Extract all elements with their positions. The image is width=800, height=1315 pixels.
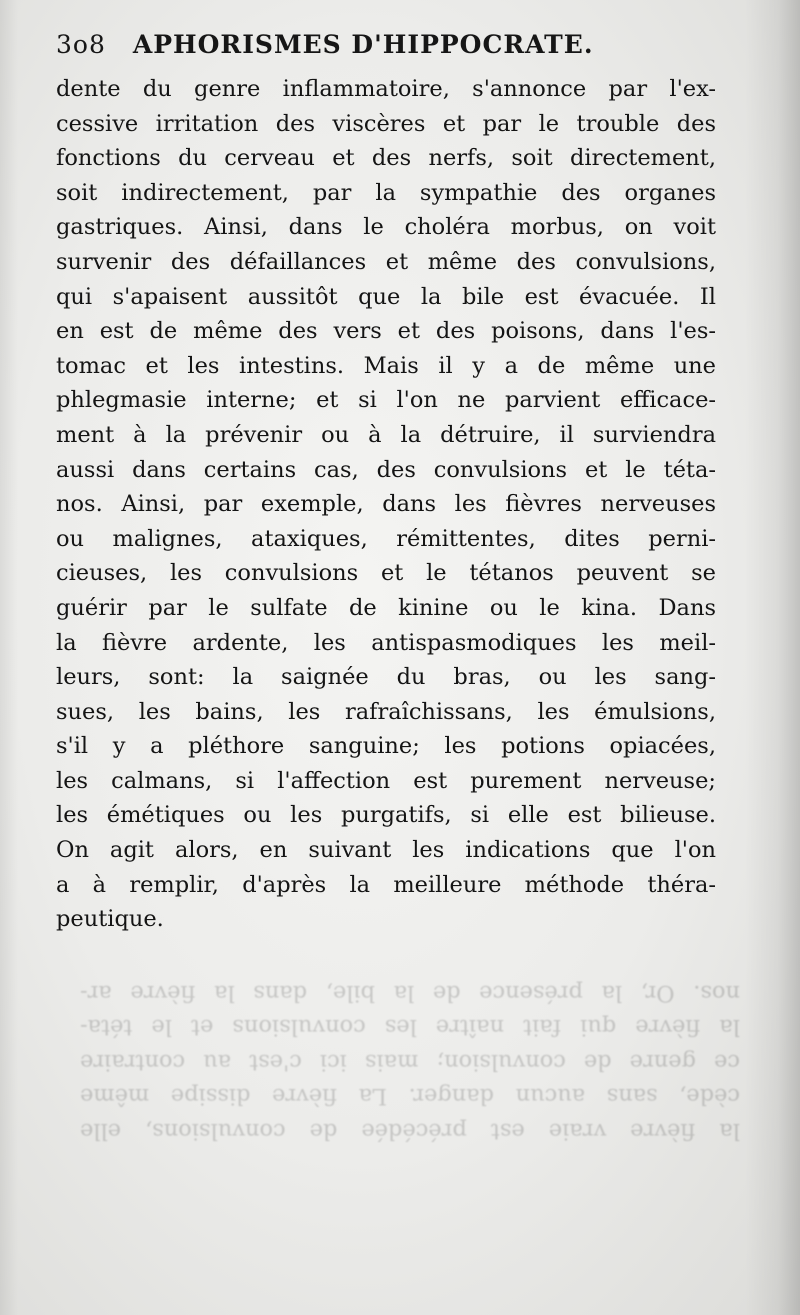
text-line: a à remplir, d'après la meilleure méthode théra- xyxy=(56,871,716,898)
text-line: nos. Ainsi, par exemple, dans les fièvres nerveuses xyxy=(56,491,716,518)
page-edge-shadow xyxy=(745,0,800,1315)
text-line: soit indirectement, par la sympathie des organes xyxy=(56,179,716,206)
text-line: sues, les bains, les rafraîchissans, les émulsions, xyxy=(56,698,716,725)
page-number: 3o8 xyxy=(56,30,106,59)
text-line: la fièvre ardente, les antispasmodiques les meil- xyxy=(56,629,716,656)
bleed-line: la fièvre qui fait naître les convulsions et le téta- xyxy=(80,1014,740,1041)
text-line: qui s'apaisent aussitôt que la bile est évacuée. Il xyxy=(56,283,716,310)
text-line: survenir des défaillances et même des convulsions, xyxy=(56,248,716,275)
text-line: tomac et les intestins. Mais il y a de même une xyxy=(56,352,716,379)
bleed-line: la fièvre vraie est précédée de convulsions, elle xyxy=(80,1117,740,1144)
text-line: cessive irritation des viscères et par le trouble des xyxy=(56,110,716,137)
text-line: phlegmasie interne; et si l'on ne parvient efficace- xyxy=(56,387,716,414)
body-text xyxy=(56,72,716,937)
text-line: ou malignes, ataxiques, rémittentes, dites perni- xyxy=(56,525,716,552)
bleed-line: cède, sans aucun danger. La fièvre dissipe même xyxy=(80,1083,740,1110)
text-line: fonctions du cerveau et des nerfs, soit directement, xyxy=(56,145,716,172)
text-line: les émétiques ou les purgatifs, si elle est bilieuse. xyxy=(56,802,716,829)
bleed-line: ce genre de convulsion; mais ici c'est au contraire xyxy=(80,1048,740,1075)
gutter-shadow xyxy=(0,0,18,1315)
bleed-line: nos. Or, la présence de la bile, dans la fièvre ar- xyxy=(80,979,740,1006)
text-line-last: peutique. xyxy=(56,906,164,933)
text-line: guérir par le sulfate de kinine ou le kina. Dans xyxy=(56,594,716,621)
bleed-through-text xyxy=(80,975,740,1148)
text-line: leurs, sont: la saignée du bras, ou les sang- xyxy=(56,664,716,691)
text-line: gastriques. Ainsi, dans le choléra morbus, on voit xyxy=(56,214,716,241)
text-line: dente du genre inflammatoire, s'annonce par l'ex- xyxy=(56,76,716,102)
running-head xyxy=(56,30,716,70)
text-line: On agit alors, en suivant les indications que l'on xyxy=(56,837,716,864)
text-line: s'il y a pléthore sanguine; les potions opiacées, xyxy=(56,733,716,760)
text-line: ment à la prévenir ou à la détruire, il surviendra xyxy=(56,421,716,448)
text-line: en est de même des vers et des poisons, dans l'es- xyxy=(56,318,716,345)
text-line: cieuses, les convulsions et le tétanos peuvent se xyxy=(56,560,716,587)
running-title: APHORISMES D'HIPPOCRATE. xyxy=(132,30,594,59)
text-line: les calmans, si l'affection est purement nerveuse; xyxy=(56,767,716,794)
text-line: aussi dans certains cas, des convulsions et le téta- xyxy=(56,456,716,483)
